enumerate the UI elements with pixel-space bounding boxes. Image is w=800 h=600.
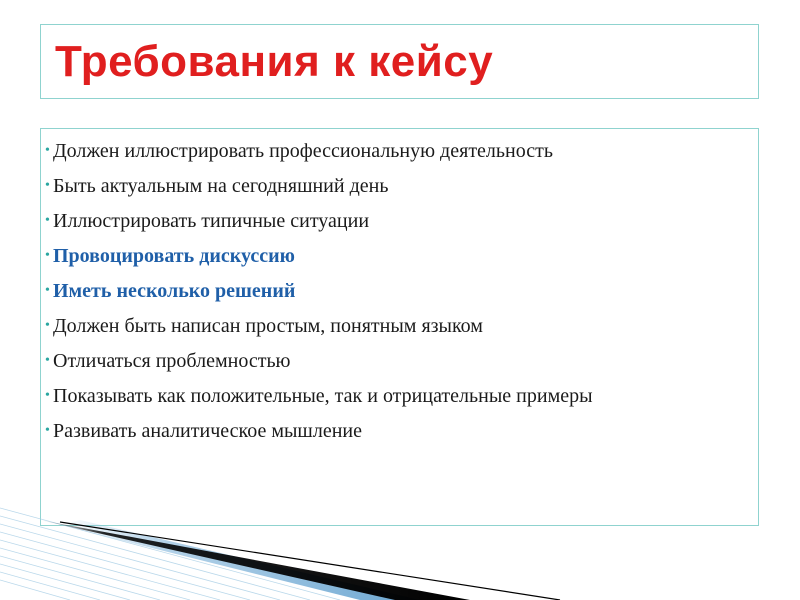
list-item — [45, 314, 749, 338]
list-item-text: Иллюстрировать типичные ситуации — [53, 210, 370, 232]
bullet-icon: • — [45, 423, 50, 438]
list-item-text: Показывать как положительные, так и отрицательные примеры — [53, 385, 593, 407]
bullet-icon: • — [45, 178, 50, 193]
list-item-text: Должен быть написан простым, понятным языком — [53, 315, 483, 337]
list-item-text: Иметь несколько решений — [53, 280, 296, 302]
black-line — [60, 522, 560, 600]
list-item — [45, 139, 749, 163]
list-item-text: Развивать аналитическое мышление — [53, 420, 362, 442]
bullet-icon: • — [45, 283, 50, 298]
bullet-list — [41, 129, 758, 443]
slide-title: Требования к кейсу — [55, 37, 494, 86]
list-item — [45, 209, 749, 233]
black-wedge — [40, 520, 470, 600]
list-item-text: Провоцировать дискуссию — [53, 245, 295, 267]
list-item — [45, 349, 749, 373]
list-item-text: Быть актуальным на сегодняшний день — [53, 175, 389, 197]
bullet-icon: • — [45, 213, 50, 228]
content-frame — [40, 128, 759, 526]
list-item — [45, 174, 749, 198]
list-item-text: Должен иллюстрировать профессиональную деятельность — [53, 140, 553, 162]
list-item-highlighted — [45, 244, 749, 268]
bullet-icon: • — [45, 248, 50, 263]
title-frame — [40, 24, 759, 99]
bullet-icon: • — [45, 388, 50, 403]
bullet-icon: • — [45, 318, 50, 333]
list-item-text: Отличаться проблемностью — [53, 350, 291, 372]
blue-stripe — [60, 520, 420, 600]
list-item — [45, 419, 749, 443]
list-item — [45, 384, 749, 408]
list-item-highlighted — [45, 279, 749, 303]
bullet-icon: • — [45, 143, 50, 158]
bullet-icon: • — [45, 353, 50, 368]
